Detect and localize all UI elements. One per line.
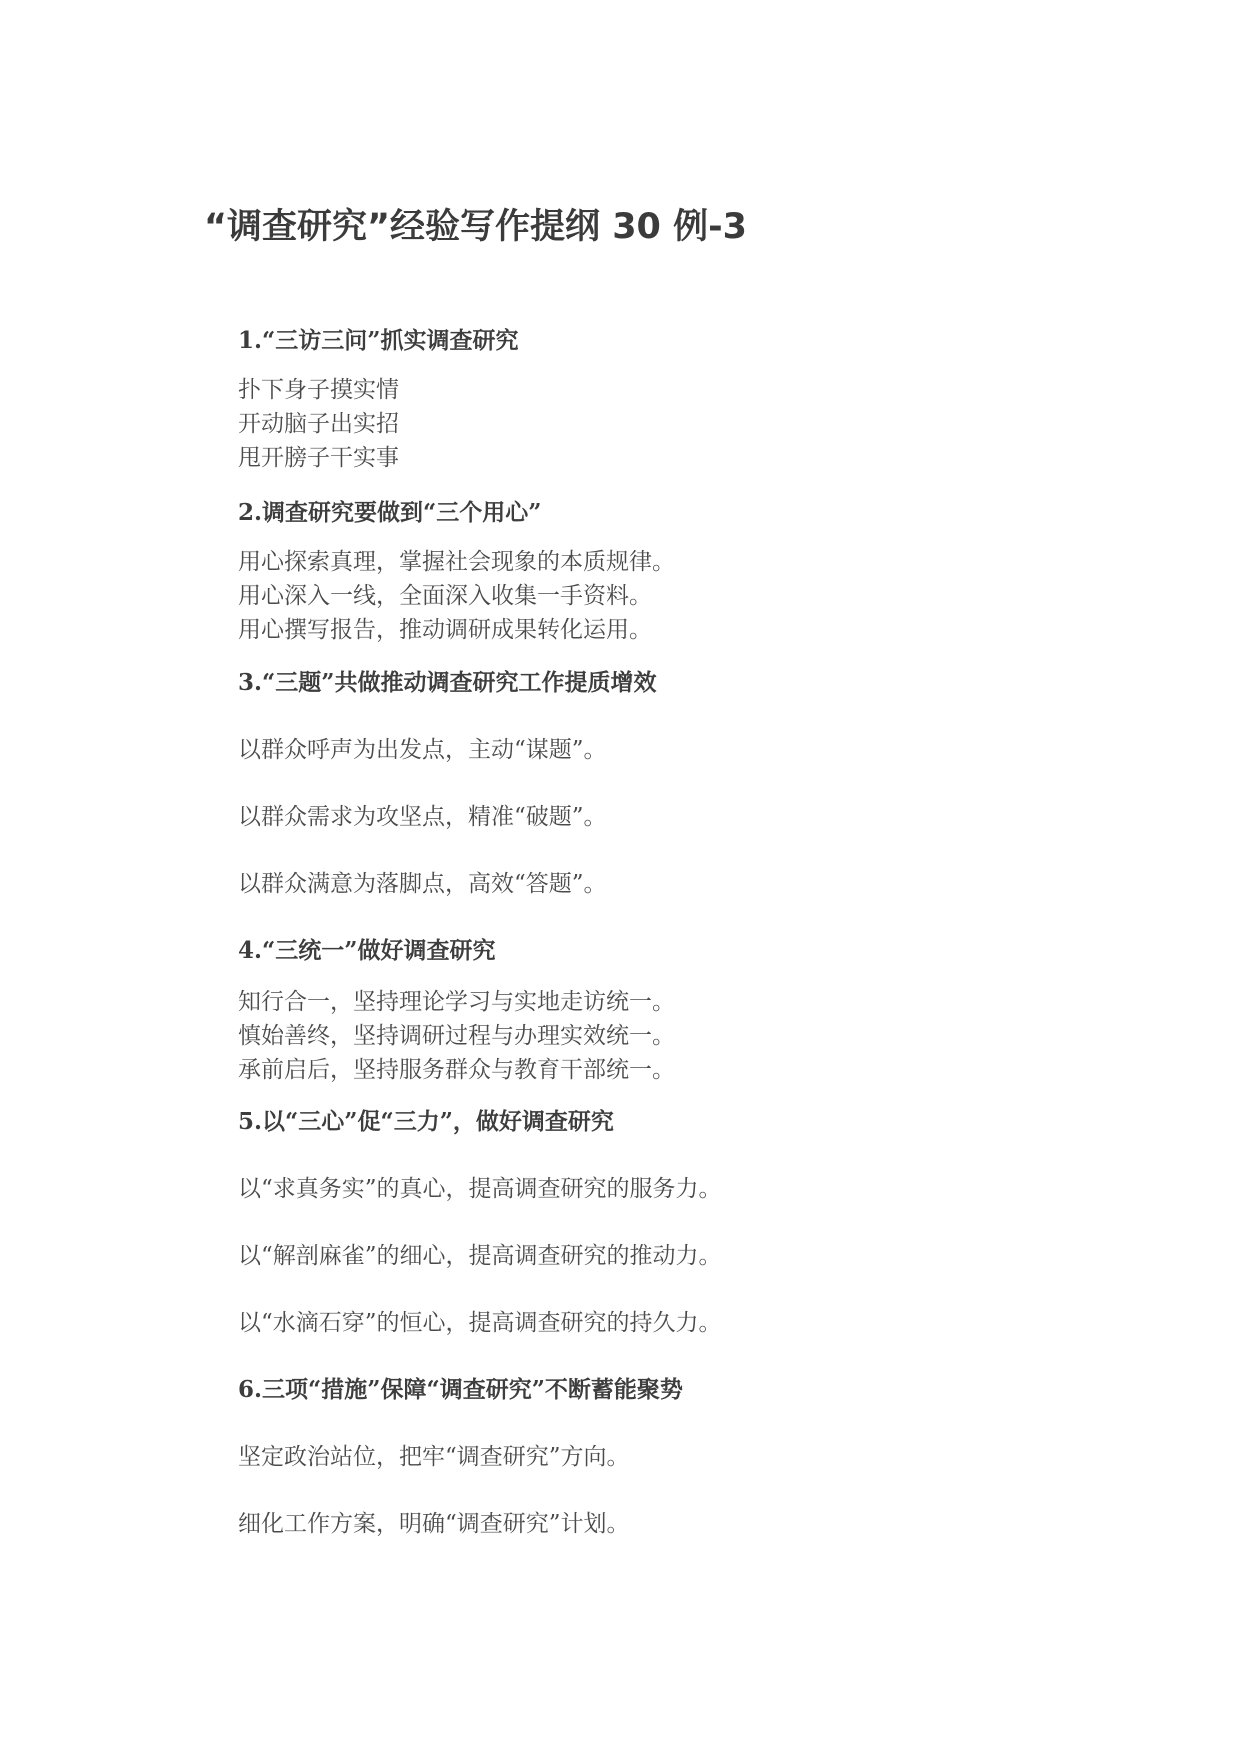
section-heading-1: 1.“三访三问”抓实调查研究 [238,327,519,354]
section-4-line-3: 承前启后，坚持服务群众与教育干部统一。 [238,1057,675,1083]
section-6-line-2: 细化工作方案，明确“调查研究”计划。 [238,1511,630,1537]
section-2-line-2: 用心深入一线，全面深入收集一手资料。 [238,583,652,609]
section-1-line-3: 甩开膀子干实事 [238,445,399,471]
section-3-line-3: 以群众满意为落脚点，高效“答题”。 [238,871,607,897]
section-5-line-2: 以“解剖麻雀”的细心，提高调查研究的推动力。 [238,1243,722,1269]
section-2-line-3: 用心撰写报告，推动调研成果转化运用。 [238,617,652,643]
section-3-line-2: 以群众需求为攻坚点，精准“破题”。 [238,804,607,830]
section-6-line-1: 坚定政治站位，把牢“调查研究”方向。 [238,1444,630,1470]
document-title: “调查研究”经验写作提纲 30 例-3 [204,207,747,247]
section-1-line-2: 开动脑子出实招 [238,411,399,437]
section-3-line-1: 以群众呼声为出发点，主动“谋题”。 [238,737,607,763]
section-heading-2: 2.调查研究要做到“三个用心” [238,499,542,526]
section-heading-4: 4.“三统一”做好调查研究 [238,937,496,964]
section-5-line-3: 以“水滴石穿”的恒心，提高调查研究的持久力。 [238,1310,722,1336]
section-heading-5: 5.以“三心”促“三力”，做好调查研究 [238,1108,614,1135]
section-2-line-1: 用心探索真理，掌握社会现象的本质规律。 [238,549,675,575]
section-heading-6: 6.三项“措施”保障“调查研究”不断蓄能聚势 [238,1376,683,1403]
section-5-line-1: 以“求真务实”的真心，提高调查研究的服务力。 [238,1176,722,1202]
section-heading-3: 3.“三题”共做推动调查研究工作提质增效 [238,669,657,696]
section-1-line-1: 扑下身子摸实情 [238,377,399,403]
section-4-line-2: 慎始善终，坚持调研过程与办理实效统一。 [238,1023,675,1049]
section-4-line-1: 知行合一，坚持理论学习与实地走访统一。 [238,989,675,1015]
